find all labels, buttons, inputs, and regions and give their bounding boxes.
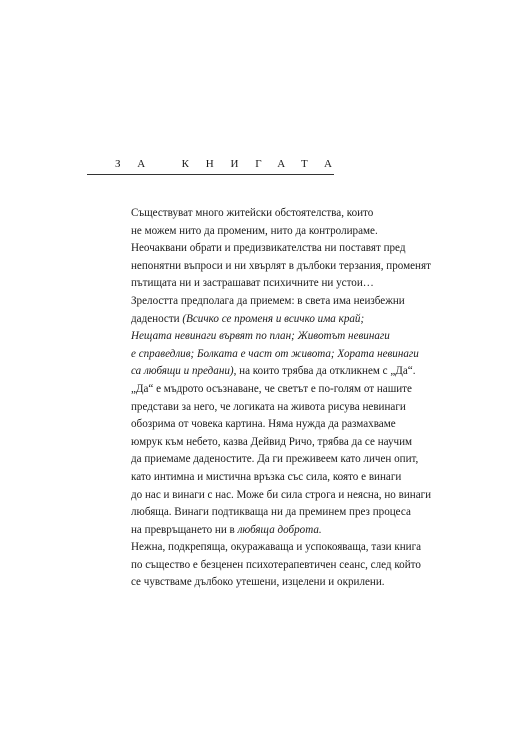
text-run: представи за него, че логиката на живота рисува невинаги (131, 400, 406, 413)
italic-run: е справедлив; Болката е част от живота; Хората невинаги (131, 347, 419, 360)
text-run: да приемаме даденостите. Да ги преживеем като личен опит, (131, 453, 419, 466)
text-line (131, 346, 431, 364)
text-line (131, 574, 431, 592)
text-line (131, 539, 431, 557)
text-run: , на които трябва да откликнем с „Да“. (233, 365, 416, 378)
text-line (131, 240, 431, 258)
text-run: непонятни въпроси и ни хвърлят в дълбоки терзания, променят (131, 259, 431, 272)
text-line (131, 416, 431, 434)
text-run: като интимна и мистична връзка със сила, която е винаги (131, 470, 402, 483)
text-run: се чувстваме дълбоко утешени, изцелени и окрилени. (131, 576, 385, 589)
text-line (131, 399, 431, 417)
text-run: не можем нито да променим, нито да контролираме. (131, 224, 378, 237)
text-line (131, 293, 431, 311)
text-line (131, 205, 431, 223)
text-run: на превръщането ни в (131, 523, 238, 536)
text-line (131, 311, 431, 329)
text-line (131, 451, 431, 469)
section-heading: ЗА КНИГАТА (115, 158, 349, 170)
text-run: пътищата ни и застрашават психичните ни устои… (131, 277, 374, 290)
text-line (131, 275, 431, 293)
text-run: по същество е безценен психотерапевтичен сеанс, след който (131, 558, 421, 571)
text-line (131, 381, 431, 399)
text-run: до нас и винаги с нас. Може би сила строга и неясна, но винаги (131, 488, 432, 501)
italic-run: са любящи и предани) (131, 365, 234, 378)
text-run: „Да“ е мъдрото осъзнаване, че светът е по-голям от нашите (131, 382, 412, 395)
text-line (131, 258, 431, 276)
text-line (131, 504, 431, 522)
book-description (131, 205, 431, 592)
text-run: Съществуват много житейски обстоятелства, които (131, 207, 374, 219)
text-line (131, 557, 431, 575)
text-line (131, 328, 431, 346)
text-line (131, 522, 431, 540)
text-line (131, 363, 431, 381)
italic-run: Нещата невинаги вървят по план; Животът невинаги (131, 330, 390, 343)
text-line (131, 223, 431, 241)
text-line (131, 434, 431, 452)
text-run: Зрелостта предполага да приемем: в света има неизбежни (131, 294, 405, 307)
text-run: любяща. Винаги подтикваща ни да преминем през процеса (131, 506, 411, 519)
heading-rule (87, 174, 334, 175)
text-run: Нежна, подкрепяща, окуражаваща и успокояваща, тази книга (131, 541, 422, 554)
text-run: дадености (131, 312, 183, 325)
text-line (131, 469, 431, 487)
text-run: юмрук към небето, казва Дейвид Ричо, трябва да се научим (131, 435, 413, 448)
text-run: обозрима от човека картина. Няма нужда да размахваме (131, 418, 396, 431)
italic-run: (Всичко се променя и всичко има край; (182, 312, 365, 325)
text-line (131, 487, 431, 505)
text-run: Неочаквани обрати и предизвикателства ни поставят пред (131, 242, 406, 255)
italic-run: любяща доброта. (237, 523, 322, 536)
